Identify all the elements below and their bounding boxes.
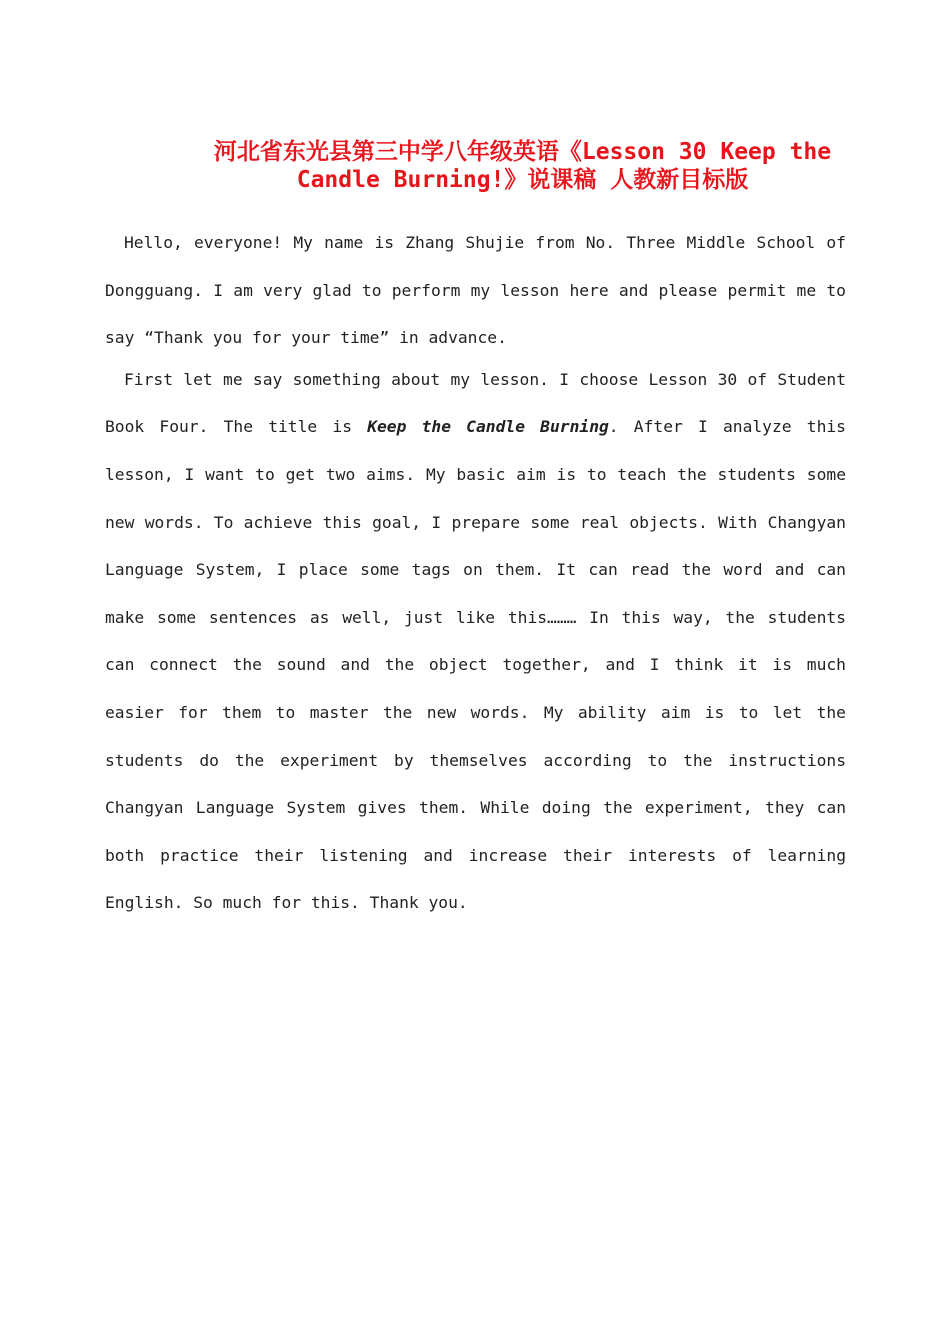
paragraph-lesson-description: [105, 356, 846, 927]
document-title: [190, 138, 855, 194]
document-body: [105, 219, 846, 927]
paragraph-introduction: Hello, everyone! My name is Zhang Shujie from No. Three Middle School of Dongguang. I am very glad to perform my lesson here and please permit me to say “Thank you for your time” in advance.: [105, 233, 846, 348]
title-line-1: 河北省东光县第三中学八年级英语《Lesson 30 Keep the: [213, 139, 832, 165]
paragraph-text-after: . After I analyze this lesson, I want to get two aims. My basic aim is to teach the students some new words. To achieve this goal, I prepare some real objects. With Changyan Language System, I place some tags on them. It can read the word and can make some sentences as well, just like this……… In this way, the students can connect the sound and the object together, and I think it is much easier for them to master the new words. My ability aim is to let the students do the experiment by themselves according to the instructions Changyan Language System gives them. While doing the experiment, they can both practice their listening and increase their interests of learning English. So much for this. Thank you.: [105, 417, 846, 913]
paragraph-text-before: First let me say something about my lesson. I choose Lesson 30 of Student Book Four. The title is: [105, 369, 846, 437]
title-line-2: Candle Burning!》说课稿 人教新目标版: [296, 167, 749, 193]
lesson-title-emphasis: Keep the Candle Burning: [367, 417, 609, 437]
